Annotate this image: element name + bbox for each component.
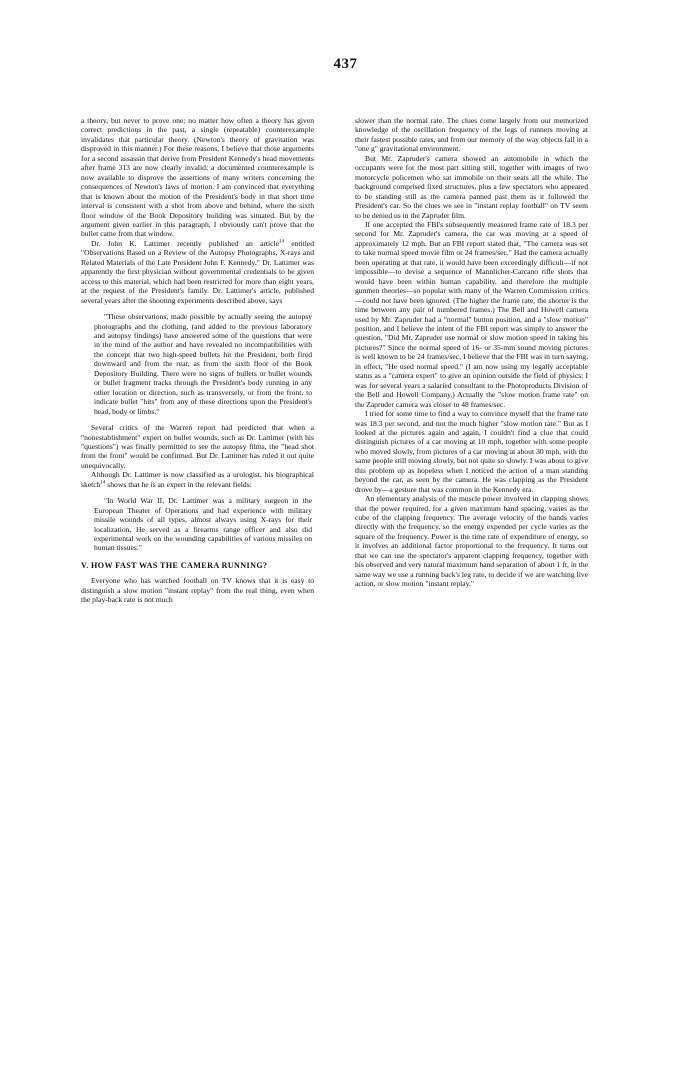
paragraph-text: entitled "Observations Based on a Review of the Autopsy Photographs, X-rays and Related Materials of the Late President John F. Kennedy." Dr. Lattimer was apparently the first physician without governmental credentials to be given access to this material, which had been restricted for more than eight years, at the request of the President's family. Dr. Lattimer's article, published several years after the shooting experiments described above, says [81,238,314,305]
paragraph-text: Although Dr. Lattimer is now classified as a urologist, his biographical sketch [81,470,314,489]
paragraph: a theory, but never to prove one; no matter how often a theory has given correct predictions in the past, a single (repeatable) counterexample invalidates that particular theory. (Newton's theory of gravitation was disproved in this manner.) For these reasons, I believe that those arguments for a second assassin that derive from President Kennedy's head movements after frame 313 are now clearly invalid; a documented counterexample is now available to disprove the assertions of many writers concerning the consequences of Newton's laws of motion. I am convinced that everything that is known about the motion of the President's body in that short time interval is consistent with a shot from above and behind, where the sixth floor window of the Book Depository building was situated. But by the argument given earlier in this paragraph, I obviously can't prove that the bullet came from that window. [81,116,314,239]
paragraph: Several critics of the Warren report had predicted that when a "nonestablishment" expert on bullet wounds, such as Dr. Lattimer (with his "questions") was finally permitted to see the autopsy films, the "head shot from the front" would be confirmed. But Dr. Lattimer has ruled it out quite unequivocally. [81,423,314,470]
paragraph-text: shows that he is an expert in the relevant fields: [105,479,252,489]
paragraph: Everyone who has watched football on TV knows that it is easy to distinguish a slow motion "instant replay" from the real thing, even when the play-back rate is not much [81,576,314,605]
section-heading: V. HOW FAST WAS THE CAMERA RUNNING? [81,560,268,570]
paragraph: But Mr. Zapruder's camera showed an automobile in which the occupants were for the most part sitting still, together with images of two motorcycle policemen who sat immobile on their seats all the while. The background comprised fixed structures, plus a few spectators who appeared to be standing still as the camera panned past them as it followed the President's car. So the clues we see in "instant replay football" on TV seem to be denied us in the Zapruder film. [355,153,588,220]
left-column [81,116,314,605]
right-column [355,116,588,589]
page-number: 437 [333,56,358,72]
paragraph: If one accepted the FBI's subsequently measured frame rate of 18.3 per second for Mr. Zapruder's camera, the car was moving at a speed of approximately 12 mph. But an FBI report stated that, "The camera was set to take normal speed movie film or 24 frames/sec." Had the camera actually been operating at that rate, it would have been exceedingly difficult—if not impossible—to devise a sequence of Mannlicher-Carcano rifle shots that would have been within human capability, and therefore the multiple gunmen theories—so popular with many of the Warren Commission critics—could not have been ignored. (The higher the frame rate, the shorter is the time between any pair of numbered frames.) The Bell and Howell camera used by Mr. Zapruder had a "normal" button position, and a "slow motion" position, and I believe the intent of the FBI report was simply to answer the question, "Did Mr. Zapruder use normal or slow motion speed in taking his pictures?" Since the normal speed of 16- or 35-mm sound moving pictures is well known to be 24 frames/sec, I believe that the FBI was in turn saying, in effect, "He used normal speed." (I am now using my legally acceptable status as a "camera expert" to give an opinion outside the field of physics; I was for several years a salaried consultant to the Photoproducts Division of the Bell and Howell Company.) Actually the "slow motion frame rate" on the Zapruder camera was closer to 48 frames/sec. [355,219,588,409]
paragraph-text: Dr. John K. Lattimer recently published an article [91,238,279,248]
paragraph-biography [81,470,314,489]
block-quote: "These observations, made possible by actually seeing the autopsy photographs and the clothing, (and added to the previous laboratory and autopsy findings) have answered some of the questions that were in the mind of the author and have revealed no incompatibilities with the concept that two high-speed bullets hit the President, both fired downward and from the rear, as from the sixth floor of the Book Depository Building. There were no signs of bullets or bullet wounds or bullet fragment tracks through the President's body running in any other location or direction, such as transversely, or from the front, to indicate bullet "hits" from any of these directions upon the President's head, body or limbs." [94,312,312,416]
block-quote: "In World War II, Dr. Lattimer was a military surgeon in the European Theater of Operations and had experience with military missile wounds of all types, almost always using X-rays for their localization. He served as a firearms range officer and also did experimental work on the wounding capabilities of various missiles on human tissues." [94,496,312,553]
paragraph: slower than the normal rate. The clues come largely from our memorized knowledge of the oscillation frequency of the legs of runners moving at their fastest possible rates, and from our memory of the way objects fall in a "one g" gravitational environment. [355,116,588,154]
footnote-ref: 14 [279,239,284,245]
paragraph: An elementary analysis of the muscle power involved in clapping shows that the power required, for a given maximum hand spacing, varies as the cube of the clapping frequency. The average velocity of the hands varies directly with the frequency, so the energy expended per cycle varies as the square of the frequency. Power is the time rate of expenditure of energy, so it involves an additional factor proportional to the frequency. It turns out that we can use the spectator's apparent clapping frequency, together with his observed and very natural maximum hand separation of about 1 ft, in the same way we use a running back's leg rate, to decide if we are watching live action, or slow motion "instant replay." [355,494,588,589]
paragraph: I tried for some time to find a way to convince myself that the frame rate was 18.3 per second, and not the much higher "slow motion rate." But as I looked at the pictures again and again, I couldn't find a clue that could distinguish pictures of a car moving at 10 mph, together with some people who moved slowly, from pictures of a car moving at about 30 mph, with the same people still moving slowly, but not quite so slowly. I was about to give this problem up as hopeless when I noticed the action of a man standing beyond the car, as seen by the camera. He was clapping as the President drove by—a gesture that was common in the Kennedy era. [355,409,588,494]
paragraph-lattimer-article [81,239,314,305]
footnote-ref: 14 [100,480,106,486]
